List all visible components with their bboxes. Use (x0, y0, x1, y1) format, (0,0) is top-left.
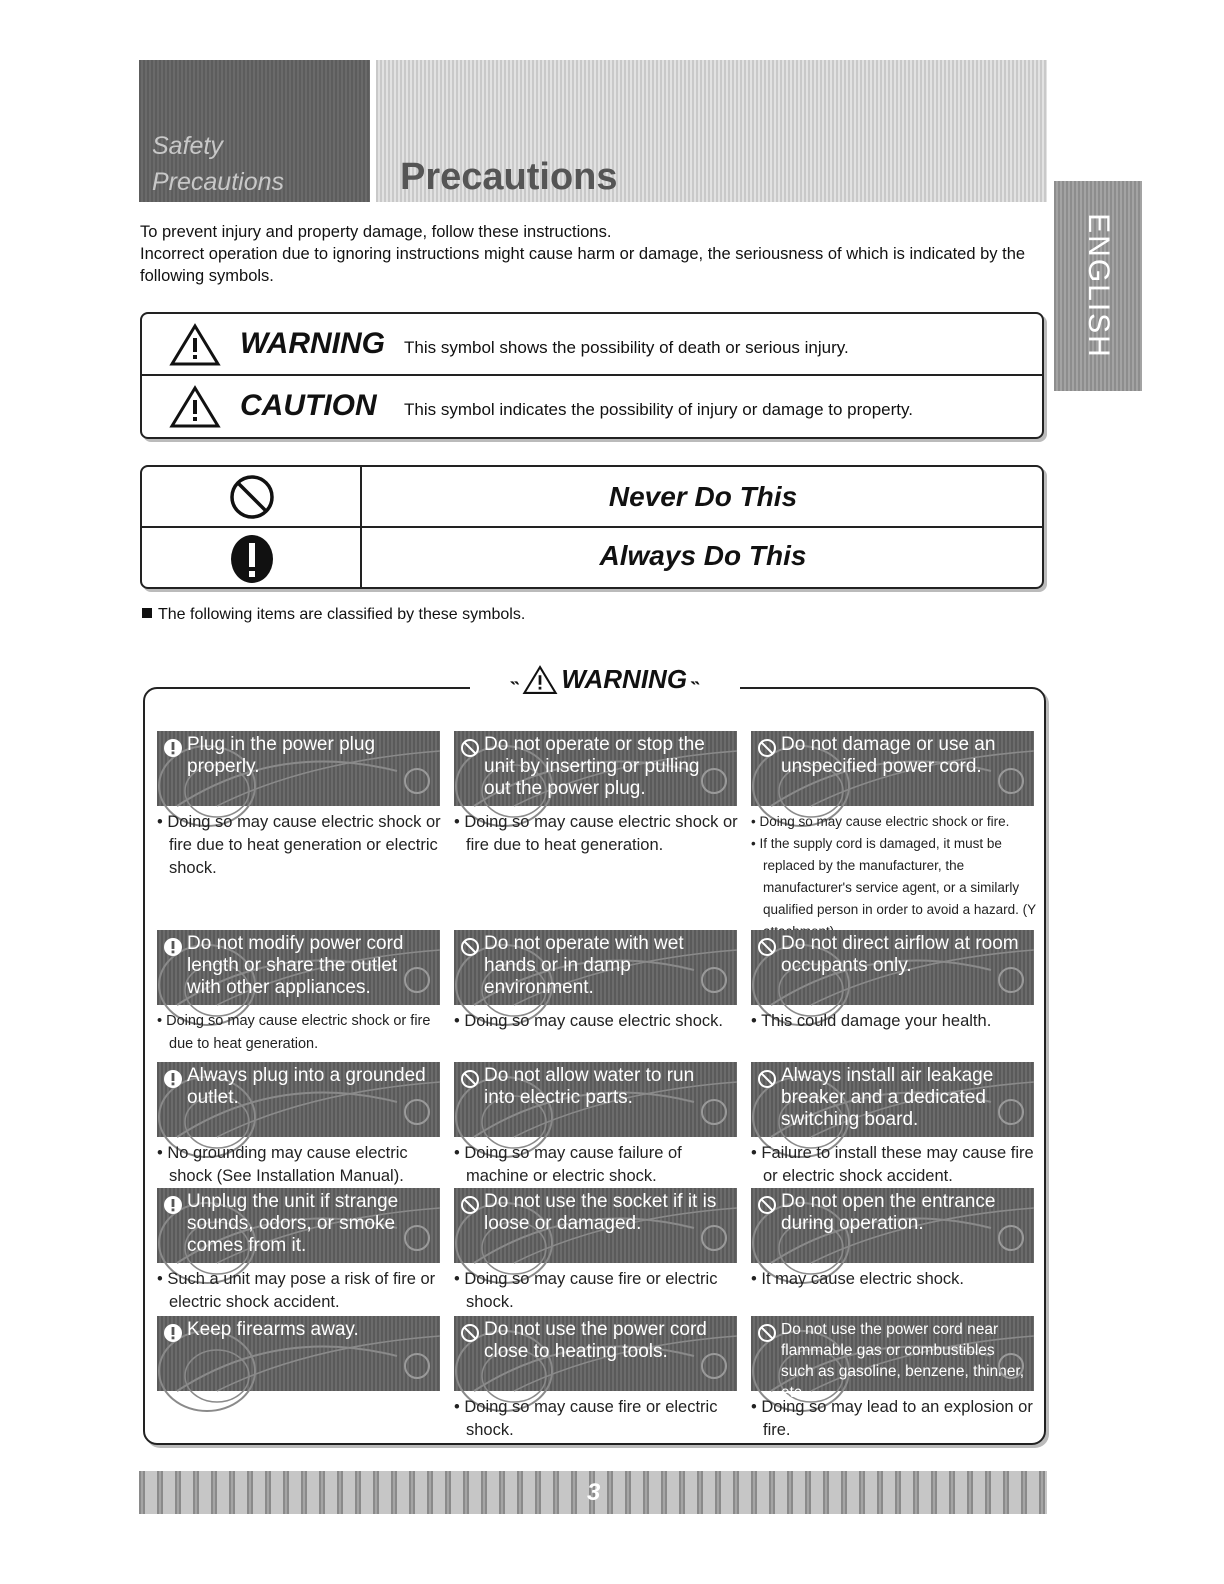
decorative-circle-icon (998, 1099, 1024, 1125)
warning-section-title: WARNING (561, 664, 688, 694)
warning-legend-row (142, 314, 1042, 376)
warning-card-notes (157, 1010, 442, 1056)
decorative-circle-icon (998, 768, 1024, 794)
caution-legend-row (142, 376, 1042, 438)
prohibition-icon (460, 1195, 480, 1215)
prohibition-icon (757, 738, 777, 758)
warning-card-title: Do not open the entrance during operation. (781, 1191, 996, 1234)
always-do-this-label: Always Do This (599, 540, 807, 571)
decorative-circle-icon (404, 1099, 430, 1125)
warning-card-title: Do not direct airflow at room occupants only. (781, 933, 1019, 976)
warning-card-title: Do not use the power cord near flammable gas or combustibles such as gasoline, benzene, thinner, etc. (781, 1321, 1025, 1401)
warning-card-title: Do not modify power cord length or share the outlet with other appliances. (187, 933, 404, 998)
decorative-circle-icon (404, 768, 430, 794)
footer-bar (139, 1471, 1047, 1514)
warning-card (751, 930, 1034, 1005)
decorative-circle-icon (701, 1225, 727, 1251)
severity-legend (140, 312, 1044, 439)
warning-card-title: Do not use the socket if it is loose or damaged. (484, 1191, 717, 1234)
warning-note: • Doing so may cause electric shock or fire. (751, 814, 1010, 829)
warning-card-title: Do not operate or stop the unit by inserting or pulling out the power plug. (484, 734, 705, 799)
warning-card-notes (157, 811, 442, 880)
classification-note (142, 606, 525, 624)
caution-label: CAUTION (240, 389, 377, 422)
decorative-circle-icon (701, 1099, 727, 1125)
warning-card (157, 1188, 440, 1263)
title-banner (376, 60, 1047, 202)
language-tab-label: ENGLISH (1082, 213, 1115, 359)
decorative-circle-icon (701, 1353, 727, 1379)
warning-card-title: Always plug into a grounded outlet. (187, 1065, 426, 1108)
decorative-circle-icon (998, 1353, 1024, 1379)
decorative-circle-icon (998, 967, 1024, 993)
exclamation-icon (229, 534, 275, 584)
warning-card-notes (157, 1268, 442, 1314)
warning-card-title: Do not allow water to run into electric parts. (484, 1065, 695, 1108)
page-number: 3 (587, 1479, 601, 1506)
warning-card-notes (454, 1142, 739, 1188)
warning-description: This symbol shows the possibility of death or serious injury. (404, 338, 849, 357)
warning-card (157, 1062, 440, 1137)
ornament: ˵ (691, 666, 699, 692)
warning-card-title: Keep firearms away. (187, 1319, 359, 1340)
warning-card-title: Plug in the power plug properly. (187, 734, 376, 777)
bullet-square (142, 608, 152, 618)
decorative-circle-icon (404, 1225, 430, 1251)
prohibition-icon (460, 1323, 480, 1343)
prohibition-icon (757, 1323, 777, 1343)
divider (142, 526, 1042, 528)
caution-triangle-icon (170, 386, 220, 428)
prohibition-icon (757, 1069, 777, 1089)
exclamation-icon (163, 937, 183, 957)
warning-card (157, 731, 440, 806)
decorative-circle-icon (404, 1353, 430, 1379)
exclamation-icon (163, 738, 183, 758)
warning-card-title: Unplug the unit if strange sounds, odors, or smoke comes from it. (187, 1191, 399, 1256)
section-label-line1: Safety (152, 132, 223, 160)
warning-card-notes (454, 1396, 739, 1442)
section-banner (139, 60, 370, 202)
warning-note: • Such a unit may pose a risk of fire or electric shock accident. (157, 1270, 436, 1311)
warning-note: • Doing so may cause electric shock or fire due to heat generation. (157, 1013, 431, 1052)
warning-triangle-icon (170, 324, 220, 366)
warning-card-notes (751, 1396, 1036, 1442)
warning-card-title: Do not operate with wet hands or in damp environment. (484, 933, 684, 998)
warning-card (751, 1316, 1034, 1401)
decorative-circle-icon (404, 967, 430, 993)
exclamation-icon (163, 1195, 183, 1215)
warning-card-notes (751, 1142, 1036, 1188)
page-title: Precautions (400, 156, 618, 198)
warning-card-notes (751, 811, 1036, 943)
warning-card-notes (157, 1142, 442, 1188)
decorative-circle-icon (701, 768, 727, 794)
warning-card-notes (751, 1268, 1036, 1291)
prohibition-icon (757, 1195, 777, 1215)
prohibition-icon (460, 937, 480, 957)
warning-card (454, 1188, 737, 1263)
prohibition-icon (460, 738, 480, 758)
warning-note: • Doing so may cause electric shock. (454, 1012, 723, 1030)
warning-label: WARNING (240, 327, 385, 360)
warning-card (751, 1062, 1034, 1137)
warning-card-title: Always install air leakage breaker and a dedicated switching board. (781, 1065, 994, 1130)
warning-triangle-icon (523, 665, 557, 695)
warning-note: • No grounding may cause electric shock (See Installation Manual). (157, 1144, 408, 1185)
warning-section-heading (470, 664, 740, 704)
ornament: ˵ (511, 666, 519, 692)
warning-card (454, 731, 737, 806)
warning-card (157, 930, 440, 1005)
warning-card-title: Do not damage or use an unspecified power cord. (781, 734, 996, 777)
warning-card (751, 1188, 1034, 1263)
warning-note: • If the supply cord is damaged, it must be replaced by the manufacturer, the manufacturer's service agent, or a similarly qualified person in order to avoid a hazard. (Y (751, 836, 1036, 917)
warning-card-notes (454, 1010, 739, 1033)
prohibition-icon (460, 1069, 480, 1089)
prohibition-icon (757, 937, 777, 957)
decorative-circle-icon (998, 1225, 1024, 1251)
warning-card (751, 731, 1034, 806)
language-tab (1054, 181, 1142, 391)
warning-card (157, 1316, 440, 1391)
warning-card-notes (454, 1268, 739, 1314)
warning-note: • Failure to install these may cause fire or electric shock accident. (751, 1144, 1034, 1185)
warning-card (454, 930, 737, 1005)
caution-description: This symbol indicates the possibility of injury or damage to property. (404, 400, 913, 419)
exclamation-icon (163, 1323, 183, 1343)
warning-note: • It may cause electric shock. (751, 1270, 965, 1288)
prohibition-icon (229, 474, 275, 520)
classification-note-text: The following items are classified by these symbols. (158, 606, 526, 623)
warning-card-notes (751, 1010, 1036, 1033)
warning-note: • Doing so may cause electric shock or fire due to heat generation. (454, 813, 738, 854)
intro-text (140, 221, 1040, 287)
never-do-this-label: Never Do This (608, 481, 798, 512)
warning-note: • Doing so may lead to an explosion or fire. (751, 1398, 1033, 1439)
warning-note: • Doing so may cause electric shock or fire due to heat generation or electric shock. (157, 813, 441, 877)
warning-note: • Doing so may cause fire or electric shock. (454, 1398, 718, 1439)
warning-card (454, 1316, 737, 1391)
warning-card (454, 1062, 737, 1137)
warning-card-notes (454, 811, 739, 857)
warning-card-title: Do not use the power cord close to heating tools. (484, 1319, 707, 1362)
section-label-line2: Precautions (152, 168, 285, 196)
warning-note: • This could damage your health. (751, 1012, 992, 1030)
exclamation-icon (163, 1069, 183, 1089)
action-legend (140, 465, 1044, 589)
intro-line1: To prevent injury and property damage, follow these instructions. (140, 223, 612, 241)
warning-note: • Doing so may cause failure of machine or electric shock. (454, 1144, 682, 1185)
decorative-circle-icon (701, 967, 727, 993)
intro-line2: Incorrect operation due to ignoring instructions might cause harm or damage, the seriousness of which is indicated by the following symbols. (140, 245, 1026, 285)
warning-note: • Doing so may cause fire or electric shock. (454, 1270, 718, 1311)
